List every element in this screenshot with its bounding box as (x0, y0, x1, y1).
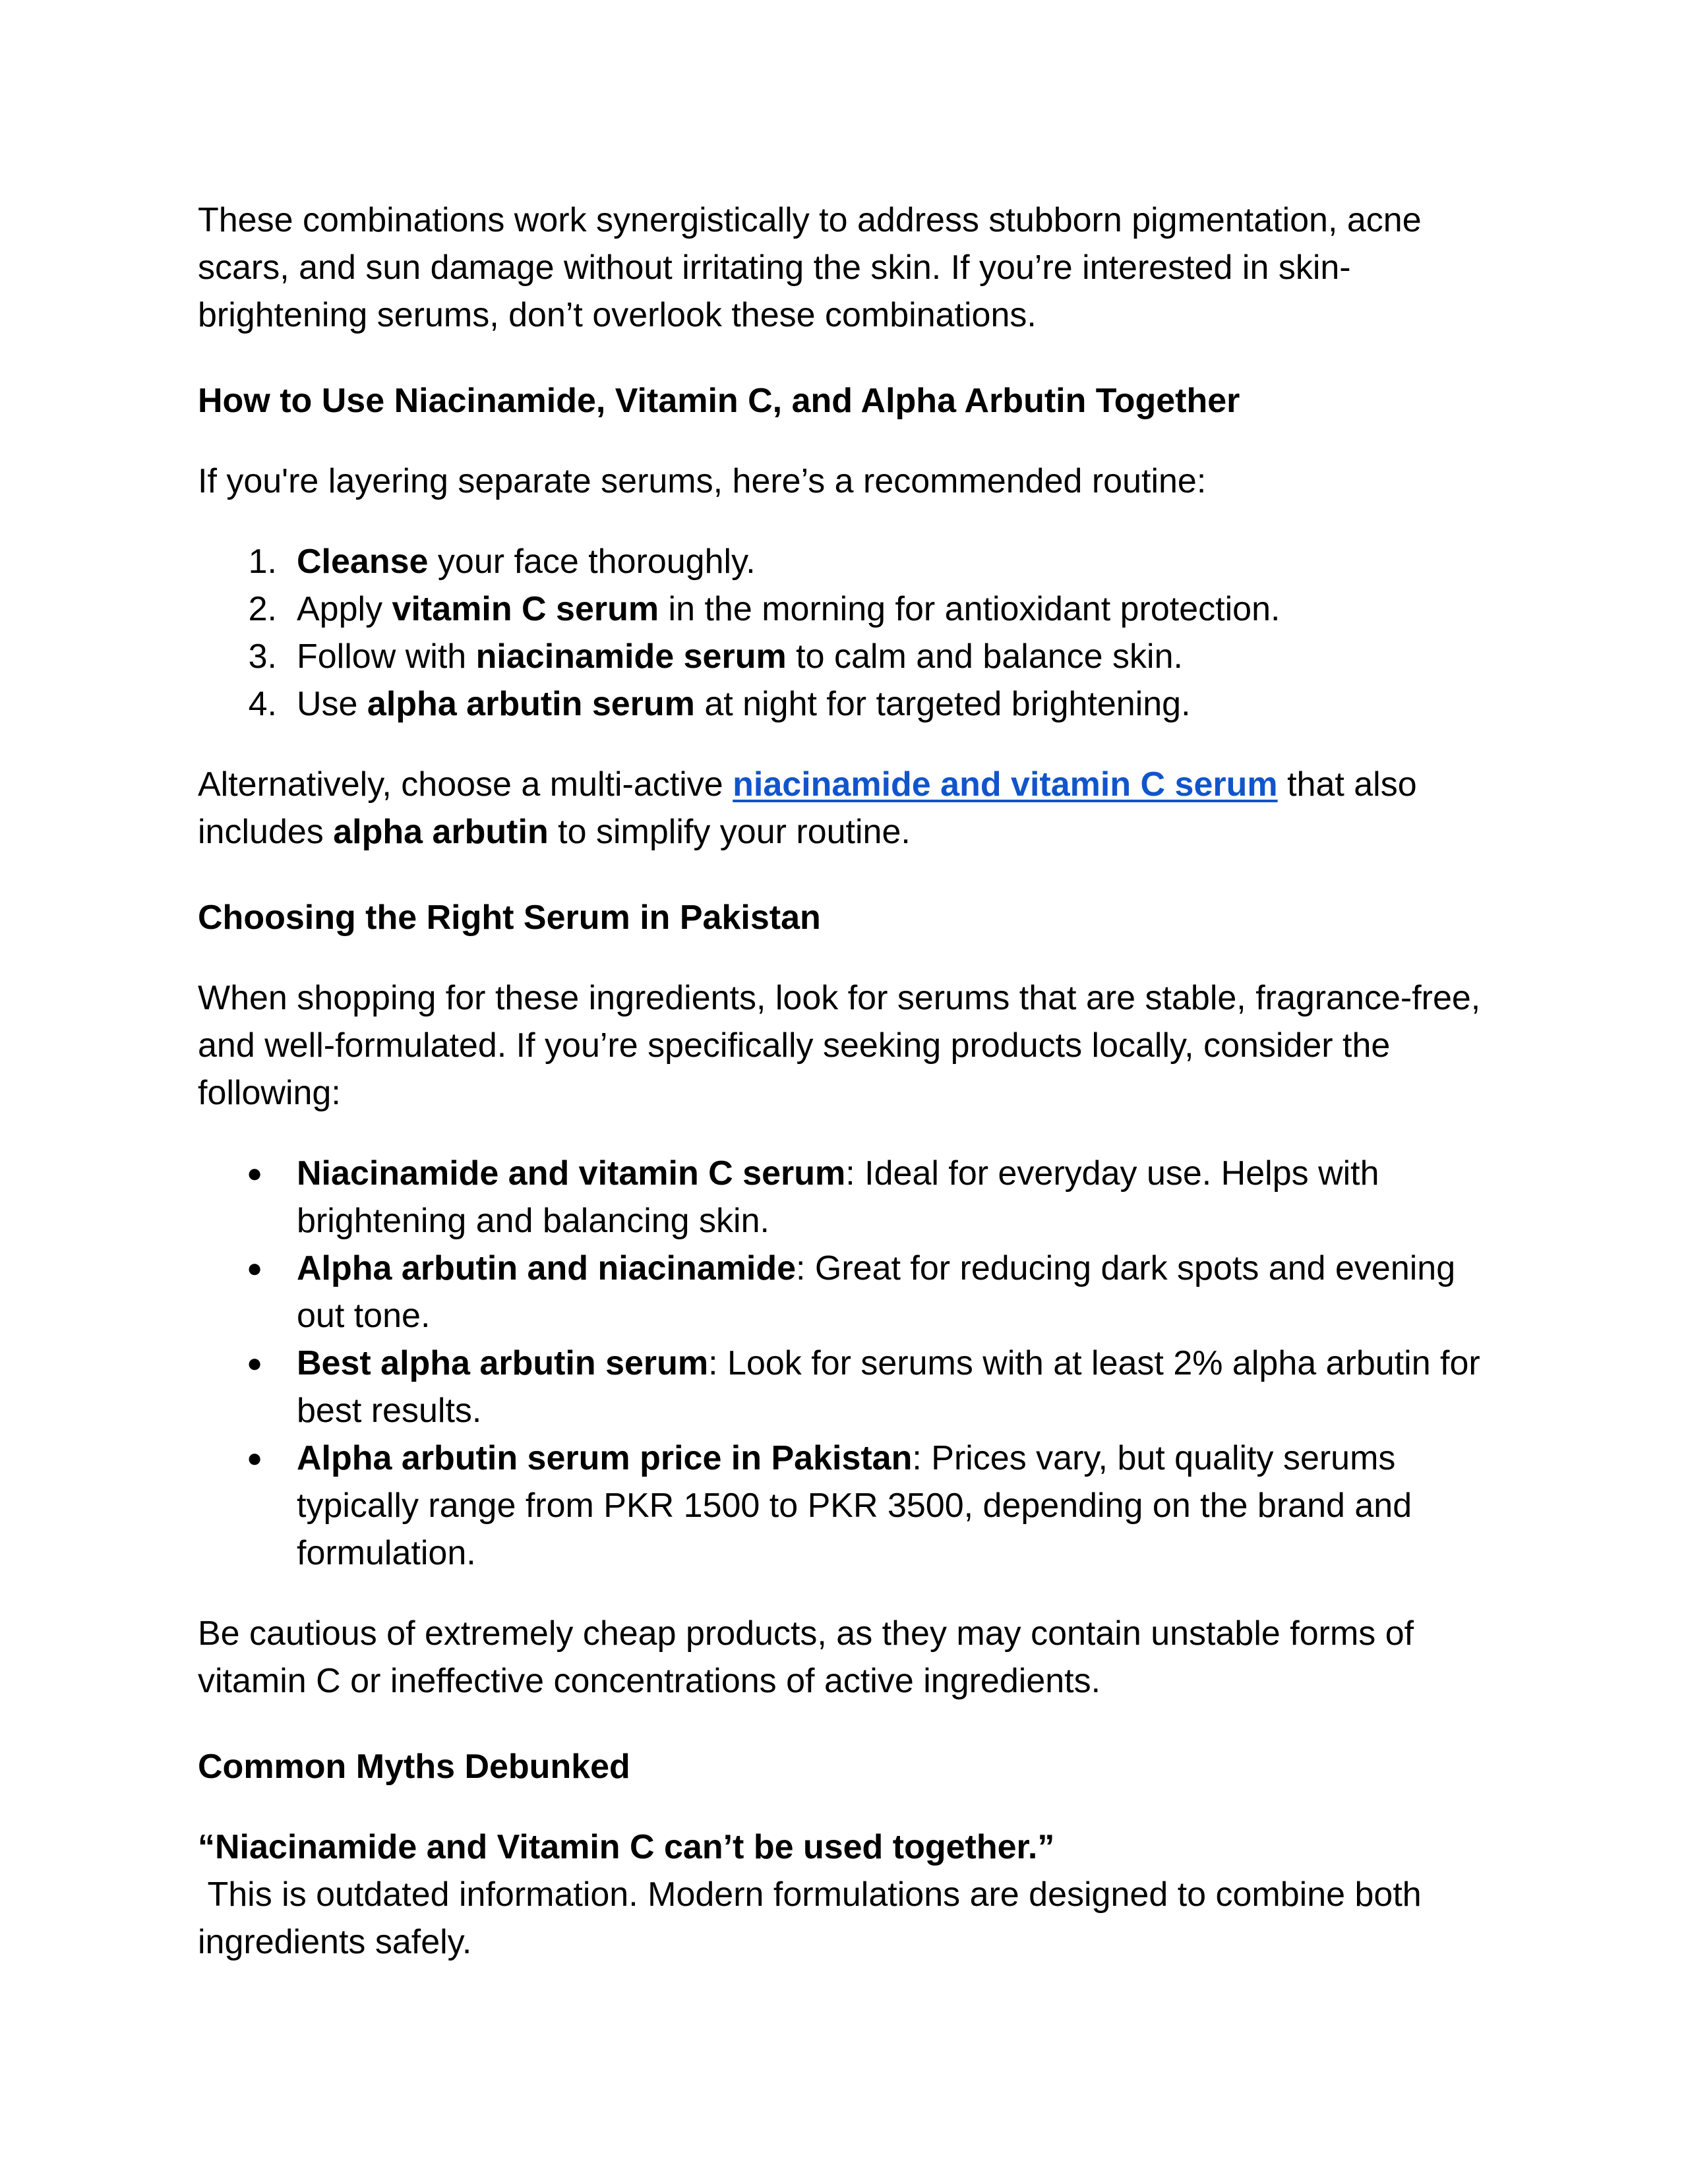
list-number: 3. (248, 637, 277, 676)
step-text: Follow with (297, 637, 476, 676)
bullet-text: : Great for reducing dark spots and evening out tone. (297, 1249, 1456, 1335)
step-text: Use (297, 685, 367, 723)
bullet-bold: Niacinamide and vitamin C serum (297, 1154, 846, 1193)
list-number: 1. (248, 543, 277, 581)
list-number: 4. (248, 685, 277, 723)
bullet-icon: ● (247, 1159, 263, 1188)
step-text: to calm and balance skin. (786, 637, 1183, 676)
step-text: your face thoroughly. (428, 543, 756, 581)
heading-how-to-use: How to Use Niacinamide, Vitamin C, and Alpha Arbutin Together (198, 382, 1240, 420)
list-item (198, 633, 1490, 680)
step-text: Apply (297, 590, 392, 628)
step-bold: vitamin C serum (392, 590, 659, 628)
list-item (198, 680, 1490, 728)
alt-text: Alternatively, choose a multi-active (198, 765, 733, 804)
list-item (198, 1340, 1490, 1434)
step-bold: Cleanse (297, 543, 429, 581)
alt-text: that also includes (198, 765, 1417, 851)
list-item (198, 1434, 1490, 1577)
heading-choosing-serum: Choosing the Right Serum in Pakistan (198, 899, 821, 937)
bullet-bold: Alpha arbutin and niacinamide (297, 1249, 796, 1287)
list-item (198, 585, 1490, 633)
list-item (198, 1150, 1490, 1245)
bullet-icon: ● (247, 1349, 263, 1378)
niacinamide-vitamin-c-serum-link[interactable]: niacinamide and vitamin C serum (733, 765, 1278, 804)
intro-paragraph: These combinations work synergistically to address stubborn pigmentation, acne scars, and sun damage without irritating the skin. If you’re interested in skin-brightening serums, don’t overlook these combinations. (198, 201, 1422, 334)
alt-bold: alpha arbutin (333, 813, 549, 851)
myth-explanation: This is outdated information. Modern formulations are designed to combine both ingredients safely. (198, 1875, 1432, 1961)
bullet-bold: Alpha arbutin serum price in Pakistan (297, 1439, 913, 1477)
list-item (198, 538, 1490, 585)
alternative-paragraph (198, 761, 1490, 856)
list-number: 2. (248, 590, 277, 628)
routine-lead-paragraph: If you're layering separate serums, here’s a recommended routine: (198, 462, 1207, 500)
list-item (198, 1245, 1490, 1340)
myth-title: “Niacinamide and Vitamin C can’t be used together.” (198, 1828, 1055, 1866)
routine-steps-list (198, 538, 1490, 728)
bullet-text: : Look for serums with at least 2% alpha arbutin for best results. (297, 1344, 1480, 1430)
shopping-lead-paragraph: When shopping for these ingredients, look for serums that are stable, fragrance-free, and well-formulated. If you’re specifically seeking products locally, consider the following: (198, 979, 1481, 1112)
bullet-icon: ● (247, 1444, 263, 1473)
step-bold: niacinamide serum (475, 637, 787, 676)
caution-paragraph: Be cautious of extremely cheap products, as they may contain unstable forms of vitamin C or ineffective concentrations of active ingredients. (198, 1614, 1414, 1700)
bullet-text: : Prices vary, but quality serums typically range from PKR 1500 to PKR 3500, depending on the brand and formulation. (297, 1439, 1412, 1572)
step-text: at night for targeted brightening. (694, 685, 1191, 723)
serum-options-list (198, 1150, 1490, 1577)
document-page (198, 196, 1490, 1966)
heading-common-myths: Common Myths Debunked (198, 1748, 630, 1786)
bullet-text: : Ideal for everyday use. Helps with brightening and balancing skin. (297, 1154, 1379, 1240)
alt-text: to simplify your routine. (548, 813, 911, 851)
bullet-bold: Best alpha arbutin serum (297, 1344, 709, 1382)
step-bold: alpha arbutin serum (367, 685, 695, 723)
step-text: in the morning for antioxidant protection. (659, 590, 1281, 628)
bullet-icon: ● (247, 1254, 263, 1283)
